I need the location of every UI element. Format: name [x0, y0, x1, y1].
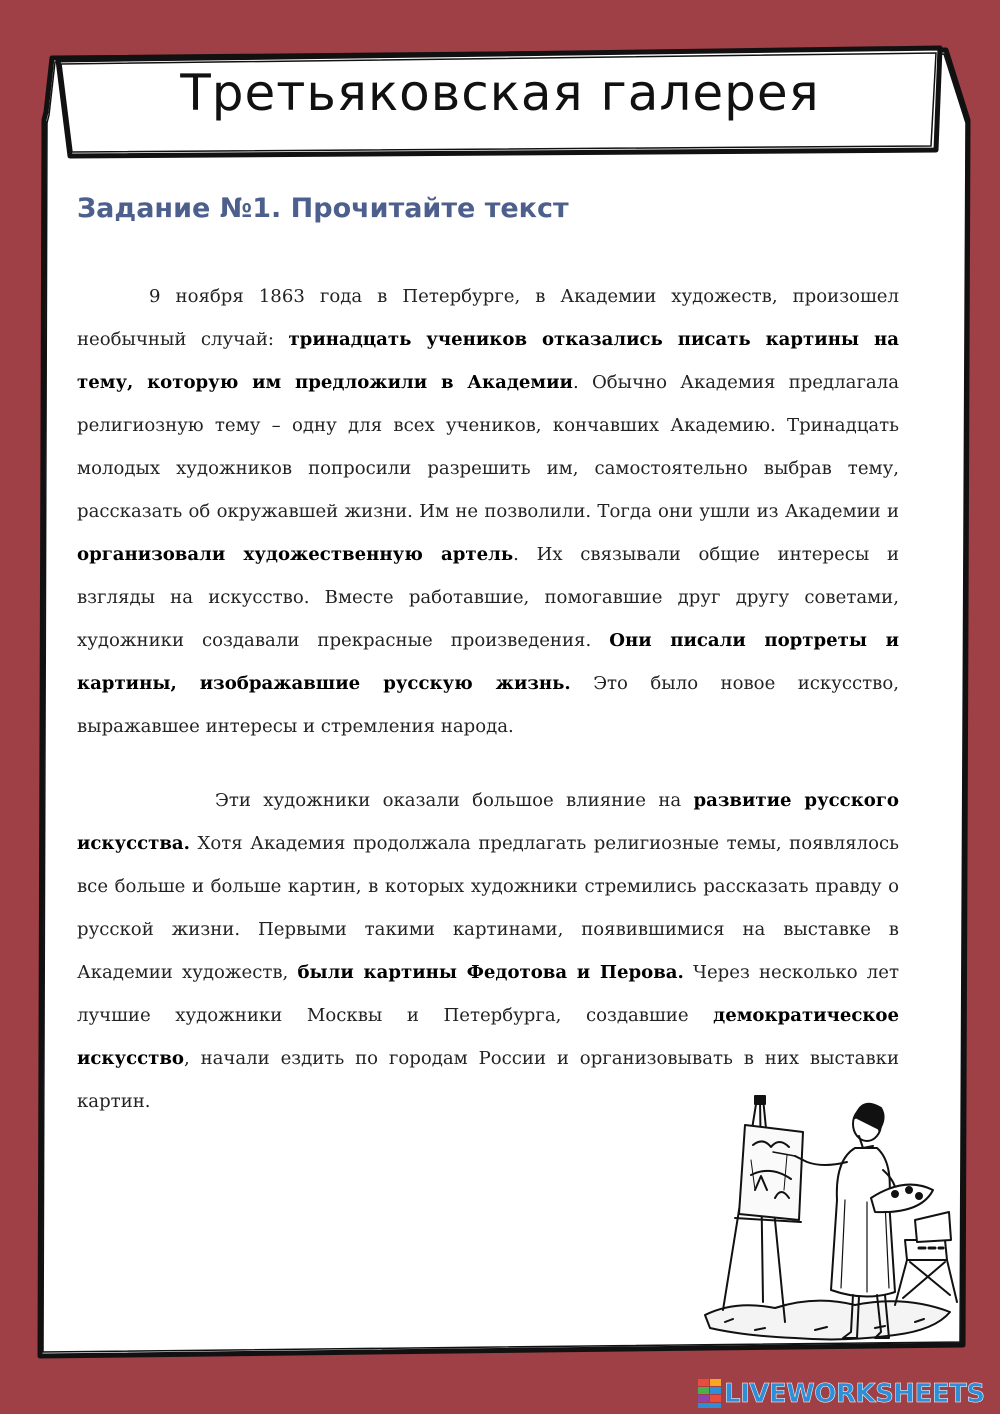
brand-text: LIVEWORKSHEETS — [724, 1379, 985, 1409]
p2-text-3: Через несколько лет лучшие художники Москвы и Петербурга, создавшие — [77, 962, 899, 1026]
p2-text-2: Хотя Академия продолжала предлагать религиозные темы, появлялось все больше и больше картин, в которых художники стремились рассказать правду о русской жизни. Первыми такими картинами, появившимися на выставке в Академии художеств, — [77, 833, 899, 983]
page-title — [60, 64, 940, 122]
paragraph-2 — [77, 779, 899, 1123]
p1-text-3: . Их связывали общие интересы и взгляды на искусство. Вместе работавшие, помогавшие друг другу советами, художники создавали прекрасные произведения. — [77, 544, 900, 651]
p2-bold-3: демократическое искусство — [77, 1005, 899, 1069]
title-text: Третьяковская галерея — [180, 64, 820, 122]
p1-text-1: 9 ноября 1863 года в Петербурге, в Академии художеств, произошел необычный случай: — [77, 286, 899, 350]
live-logo-icon — [698, 1379, 722, 1409]
p1-bold-3: Они писали портреты и картины, изображавшие русскую жизнь. — [77, 630, 899, 694]
p1-bold-2: организовали художественную артель — [77, 544, 514, 565]
paragraph-1 — [77, 275, 899, 748]
task-heading: Задание №1. Прочитайте текст — [77, 193, 569, 224]
painter-illustration — [695, 1090, 975, 1355]
p2-bold-1: развитие русского искусства. — [77, 790, 899, 854]
p2-bold-2: были картины Федотова и Перова. — [297, 962, 684, 983]
liveworksheets-logo — [698, 1378, 985, 1410]
p1-text-4: Это было новое искусство, выражавшее интересы и стремления народа. — [77, 673, 899, 737]
p1-bold-1: тринадцать учеников отказались писать картины на тему, которую им предложили в Академии — [77, 329, 899, 393]
p1-text-2: . Обычно Академия предлагала религиозную тему – одну для всех учеников, кончавших Академию. Тринадцать молодых художников попросили разрешить им, самостоятельно выбрав тему, рассказать об окружавшей жизни. Им не позволили. Тогда они ушли из Академии и — [77, 372, 899, 522]
p2-text-4: , начали ездить по городам России и организовывать в них выставки картин. — [77, 1048, 899, 1112]
p2-text-1: Эти художники оказали большое влияние на — [215, 790, 694, 811]
